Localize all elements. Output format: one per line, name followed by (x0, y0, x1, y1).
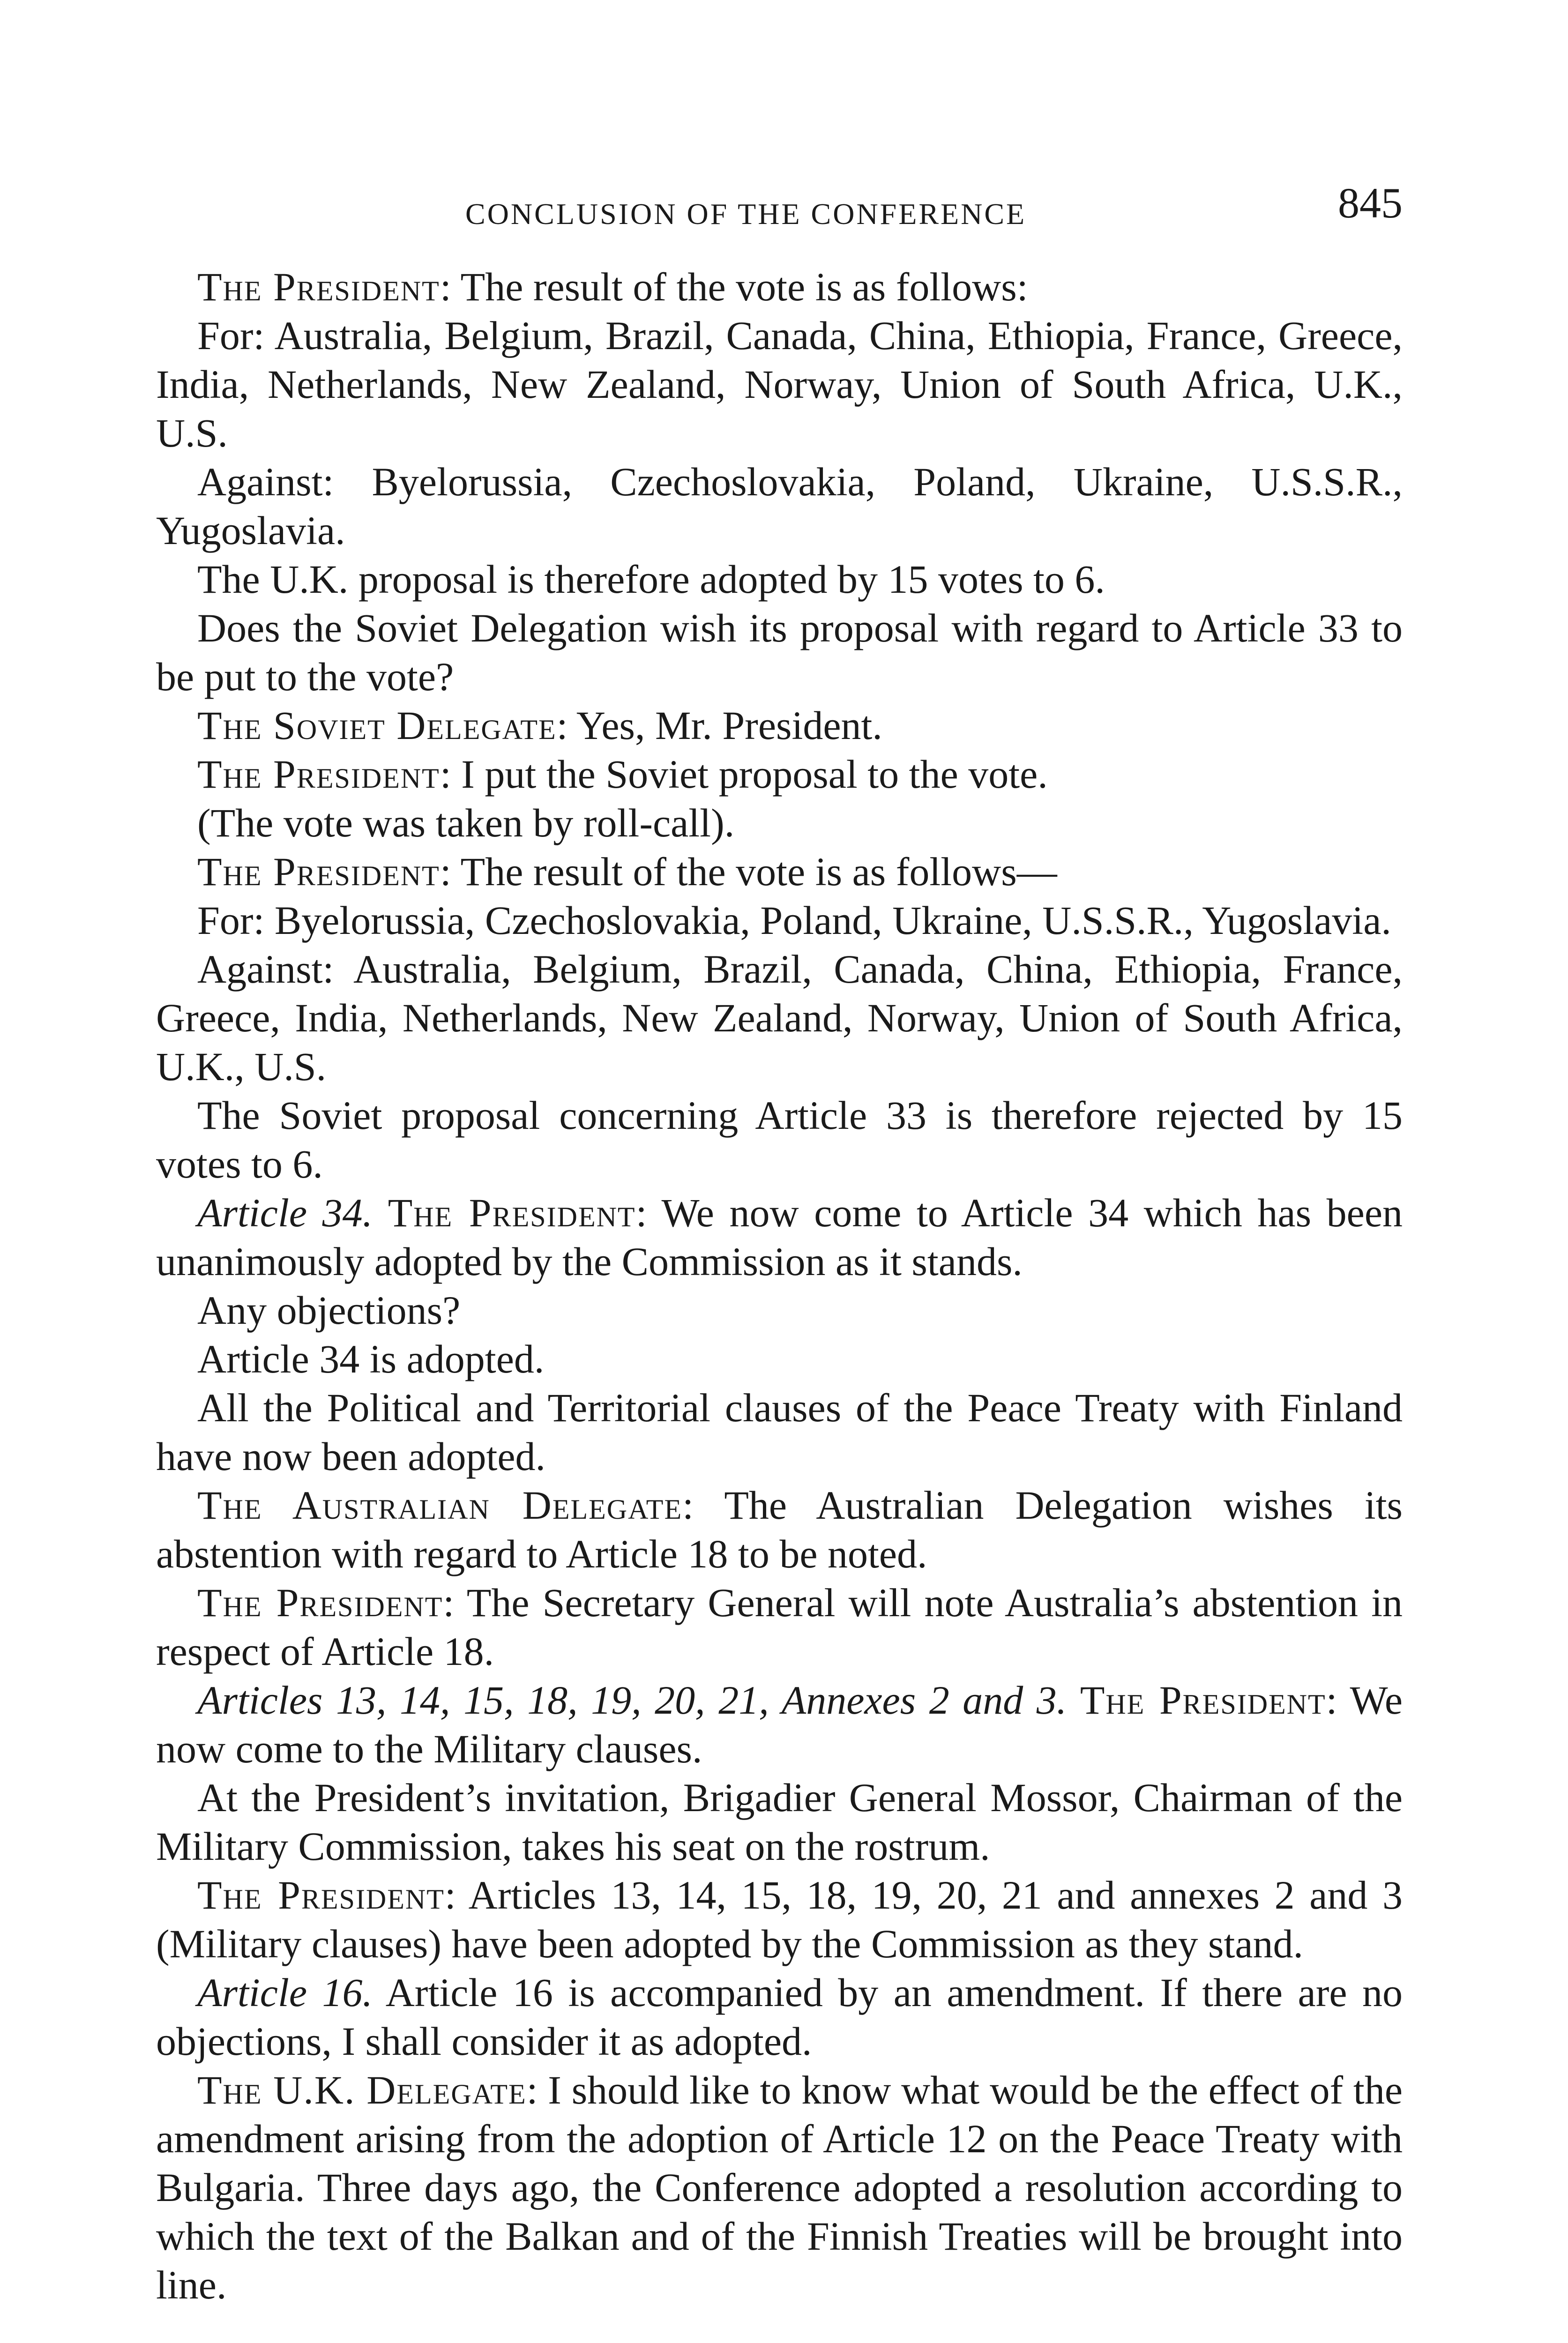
paragraph-text: : Yes, Mr. President. (556, 703, 882, 748)
article-heading: Article 34. (197, 1190, 373, 1235)
paragraph-text: : The result of the vote is as follows: (440, 264, 1028, 309)
paragraph (156, 1335, 1403, 1383)
paragraph (156, 896, 1403, 945)
paragraph (156, 1383, 1403, 1481)
speaker-label: The President (197, 264, 440, 309)
speaker-label: The Soviet Delegate (197, 703, 557, 748)
paragraph (156, 604, 1403, 701)
speaker-label: The President (197, 752, 440, 797)
speaker-label: The President (197, 1580, 443, 1625)
paragraph-text: All the Political and Territorial clauses of the Peace Treaty with Finland have now been adopted. (156, 1385, 1403, 1479)
paragraph-text: Does the Soviet Delegation wish its proposal with regard to Article 33 to be put to the vote? (156, 605, 1403, 699)
paragraph-text: Against: Byelorussia, Czechoslovakia, Poland, Ukraine, U.S.S.R., Yugoslavia. (156, 459, 1403, 553)
running-title: CONCLUSION OF THE CONFERENCE (465, 197, 1027, 231)
paragraph-text: Any objections? (197, 1288, 461, 1333)
paragraph (156, 1578, 1403, 1676)
paragraph (156, 1968, 1403, 2066)
document-page (156, 178, 1403, 2309)
running-head (156, 178, 1403, 234)
paragraph (156, 750, 1403, 798)
paragraph (156, 311, 1403, 457)
speaker-label: The President (197, 1873, 445, 1918)
paragraph (156, 1091, 1403, 1188)
paragraph-text: At the President’s invitation, Brigadier General Mossor, Chairman of the Military Commission, takes his seat on the rostrum. (156, 1775, 1403, 1869)
paragraph-text: For: Byelorussia, Czechoslovakia, Poland, Ukraine, U.S.S.R., Yugoslavia. (197, 898, 1391, 943)
paragraph-text: Article 34 is adopted. (197, 1336, 545, 1381)
paragraph-text: : The Australian Delegation wishes its abstention with regard to Article 18 to be noted. (156, 1483, 1403, 1576)
paragraph (156, 1188, 1403, 1286)
paragraph-text: Article 16 is accompanied by an amendment. If there are no objections, I shall consider it as adopted. (156, 1970, 1403, 2064)
paragraph-text: : The result of the vote is as follows— (440, 849, 1057, 894)
paragraph-text: For: Australia, Belgium, Brazil, Canada, China, Ethiopia, France, Greece, India, Netherlands, New Zealand, Norway, Union of South Africa, U.K., U.S. (156, 313, 1403, 455)
paragraph (156, 457, 1403, 555)
speaker-label: The President (388, 1190, 636, 1235)
paragraph-text: The Soviet proposal concerning Article 33 is therefore rejected by 15 votes to 6. (156, 1093, 1403, 1186)
paragraph (156, 262, 1403, 311)
paragraph-text: : We now come to Article 34 which has been unanimously adopted by the Commission as it stands. (156, 1190, 1403, 1284)
speaker-label: The President (197, 849, 440, 894)
speaker-label: The President (1080, 1678, 1326, 1723)
paragraph (156, 1481, 1403, 1578)
paragraph-text: The U.K. proposal is therefore adopted by 15 votes to 6. (197, 557, 1105, 602)
paragraph-text: : I should like to know what would be the effect of the amendment arising from the adoption of Article 12 on the Peace Treaty with Bulgaria. Three days ago, the Conference adopted a resolution according to which the text of the Balkan and of the Finnish Treaties will be brought into line. (156, 2067, 1403, 2307)
paragraph (156, 847, 1403, 896)
paragraph-text: (The vote was taken by roll-call). (197, 800, 735, 845)
paragraph-text: : I put the Soviet proposal to the vote. (440, 752, 1048, 797)
page-number: 845 (1338, 179, 1403, 227)
paragraph (156, 1286, 1403, 1335)
speaker-label: The U.K. Delegate (197, 2067, 527, 2112)
article-heading: Articles 13, 14, 15, 18, 19, 20, 21, Annexes 2 and 3. (197, 1678, 1067, 1723)
paragraph (156, 1773, 1403, 1871)
paragraph (156, 1871, 1403, 1968)
paragraph (156, 2066, 1403, 2309)
paragraph-text: Against: Australia, Belgium, Brazil, Canada, China, Ethiopia, France, Greece, India, Netherlands, New Zealand, Norway, Union of South Africa, U.K., U.S. (156, 947, 1403, 1089)
speaker-label: The Australian Delegate (197, 1483, 683, 1528)
paragraph-text: : We now come to the Military clauses. (156, 1678, 1403, 1771)
article-heading: Article 16. (197, 1970, 373, 2015)
paragraph (156, 555, 1403, 604)
paragraph (156, 701, 1403, 750)
paragraph-text: : Articles 13, 14, 15, 18, 19, 20, 21 and annexes 2 and 3 (Military clauses) have been adopted by the Commission as they stand. (156, 1873, 1403, 1966)
paragraph (156, 945, 1403, 1091)
paragraph-text: : The Secretary General will note Australia’s abstention in respect of Article 18. (156, 1580, 1403, 1674)
paragraph (156, 798, 1403, 847)
body-text (156, 262, 1403, 2309)
paragraph (156, 1676, 1403, 1773)
